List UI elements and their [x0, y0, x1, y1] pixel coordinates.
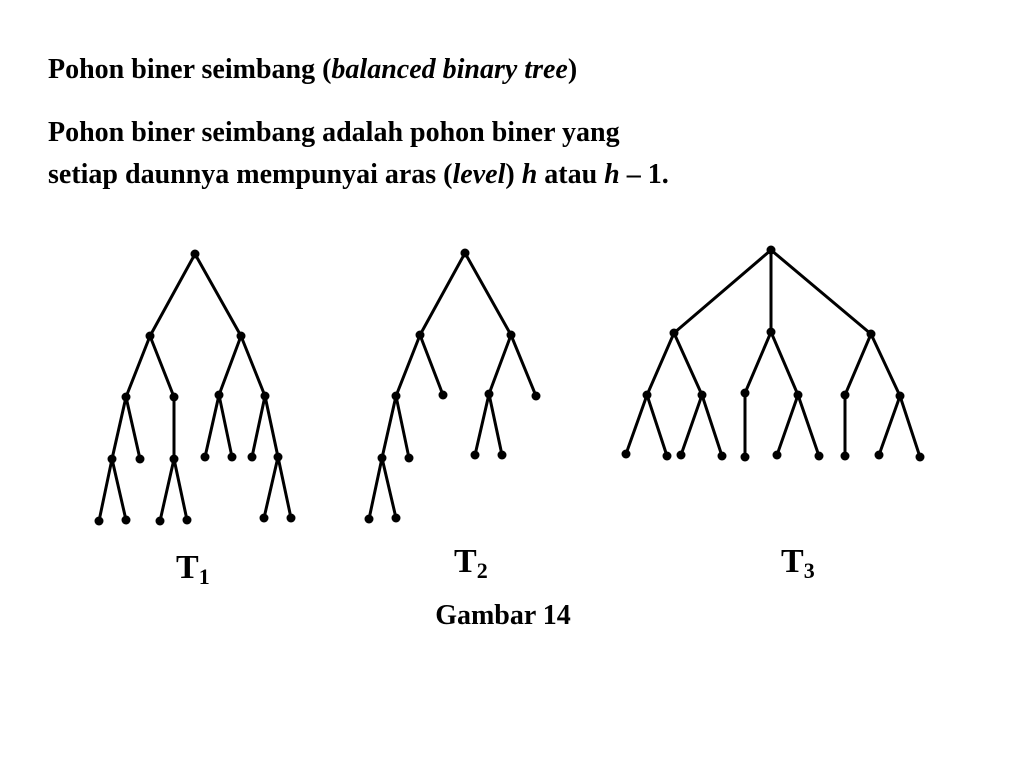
tree-t3-edge-10: [647, 395, 667, 456]
definition-var-h-minus: h: [604, 159, 620, 190]
tree-t2-edge-5: [511, 335, 536, 396]
tree-t1-edge-16: [174, 459, 187, 520]
tree-t3-edge-4: [674, 333, 702, 395]
tree-t2-node-1: [416, 331, 425, 340]
tree-t1-edge-13: [99, 459, 112, 521]
tree-t3-node-11: [663, 452, 672, 461]
tree-t2-node-8: [405, 454, 414, 463]
tree-t1-node-1: [146, 332, 155, 341]
tree-t3-edge-0: [674, 250, 771, 333]
tree-t3-edge-9: [626, 395, 647, 454]
tree-t1-node-12: [248, 453, 257, 462]
tree-t1-edge-17: [264, 457, 278, 518]
tree-t2-node-6: [532, 392, 541, 401]
tree-t3-node-15: [773, 451, 782, 460]
tree-t2-node-5: [485, 390, 494, 399]
tree-t3-edge-6: [771, 332, 798, 395]
definition-var-h: h: [521, 159, 538, 190]
definition-line-2-part-d: – 1.: [619, 159, 669, 190]
tree-t1-edge-5: [241, 336, 265, 396]
tree-t1-edge-7: [126, 397, 140, 459]
tree-t1-node-0: [191, 250, 200, 259]
tree-t2-edge-9: [489, 394, 502, 455]
tree-t1-node-9: [170, 455, 179, 464]
tree-t2-node-12: [392, 514, 401, 523]
tree-t2-node-4: [439, 391, 448, 400]
tree-t1-edge-1: [195, 254, 241, 336]
tree-t3-edge-12: [702, 395, 722, 456]
tree-t1-node-17: [183, 516, 192, 525]
tree-label-t1: [176, 548, 210, 588]
tree-t1-node-3: [122, 393, 131, 402]
tree-t1-edge-14: [112, 459, 126, 520]
tree-t1-node-6: [261, 392, 270, 401]
tree-t2-edge-10: [369, 458, 382, 519]
tree-t2-node-10: [498, 451, 507, 460]
tree-t1-edge-11: [252, 396, 265, 457]
tree-t3-node-8: [841, 391, 850, 400]
tree-label-t1-index: 1: [198, 564, 210, 589]
tree-t1-edge-12: [265, 396, 278, 457]
tree-t3-node-14: [741, 453, 750, 462]
definition-line-2-part-c: atau: [537, 159, 605, 190]
definition-term-level: level: [452, 159, 506, 190]
tree-t3-node-19: [916, 453, 925, 462]
definition-line-2-part-b: ): [505, 159, 522, 190]
tree-t3-edge-3: [647, 333, 674, 395]
tree-t2-edge-8: [475, 394, 489, 455]
tree-t1-node-16: [156, 517, 165, 526]
tree-t1-node-2: [237, 332, 246, 341]
tree-t1-node-19: [287, 514, 296, 523]
tree-t1-edge-6: [112, 397, 126, 459]
tree-t1-edge-0: [150, 254, 195, 336]
tree-t1-edge-9: [205, 395, 219, 457]
tree-t2-edge-7: [396, 396, 409, 458]
tree-t1-edge-18: [278, 457, 291, 518]
tree-t3: [622, 246, 925, 462]
tree-t2-edge-3: [420, 335, 443, 395]
title-text: Pohon biner seimbang (: [48, 54, 332, 85]
tree-t1-node-8: [136, 455, 145, 464]
tree-label-t3-index: 3: [803, 558, 815, 583]
tree-label-t3: [781, 542, 815, 582]
tree-t2: [365, 249, 541, 524]
tree-t1-node-18: [260, 514, 269, 523]
tree-t3-node-18: [875, 451, 884, 460]
title-closing-paren: ): [567, 54, 578, 85]
tree-t3-edge-14: [777, 395, 798, 455]
tree-t1-node-14: [95, 517, 104, 526]
tree-t3-node-4: [643, 391, 652, 400]
tree-t3-node-9: [896, 392, 905, 401]
tree-label-t1-letter: T: [176, 549, 199, 586]
tree-t1-edge-4: [219, 336, 241, 395]
tree-label-t3-letter: T: [781, 543, 804, 580]
tree-t1-node-7: [108, 455, 117, 464]
tree-label-t2-index: 2: [476, 558, 488, 583]
tree-t2-edge-0: [420, 253, 465, 335]
tree-t1-node-10: [201, 453, 210, 462]
tree-t3-node-10: [622, 450, 631, 459]
tree-t3-node-3: [867, 330, 876, 339]
tree-t2-node-7: [378, 454, 387, 463]
tree-t2-node-3: [392, 392, 401, 401]
tree-t2-node-9: [471, 451, 480, 460]
tree-t2-node-0: [461, 249, 470, 258]
tree-t2-edge-4: [489, 335, 511, 394]
definition-line-1: Pohon biner seimbang adalah pohon biner yang: [48, 117, 620, 148]
tree-t1-edge-15: [160, 459, 174, 521]
tree-t2-edge-11: [382, 458, 396, 518]
tree-t3-edge-11: [681, 395, 702, 455]
definition-line-2-part-a: setiap daunnya mempunyai aras (: [48, 159, 453, 190]
tree-t3-edge-2: [771, 250, 871, 334]
tree-t1-edge-10: [219, 395, 232, 457]
tree-t1-node-5: [215, 391, 224, 400]
tree-t3-edge-7: [845, 334, 871, 395]
title-italic-term: balanced binary tree: [331, 54, 568, 85]
tree-t1-node-4: [170, 393, 179, 402]
tree-t2-edge-2: [396, 335, 420, 396]
tree-t2-edge-1: [465, 253, 511, 335]
tree-t3-node-0: [767, 246, 776, 255]
tree-t1-node-13: [274, 453, 283, 462]
tree-t1-edge-2: [126, 336, 150, 397]
tree-t3-node-2: [767, 328, 776, 337]
figure-caption: Gambar 14: [435, 600, 571, 631]
tree-t3-edge-8: [871, 334, 900, 396]
tree-t1: [95, 250, 296, 526]
tree-t3-node-1: [670, 329, 679, 338]
tree-t1-edge-3: [150, 336, 174, 397]
tree-t1-node-15: [122, 516, 131, 525]
tree-label-t2-letter: T: [454, 543, 477, 580]
tree-t3-node-12: [677, 451, 686, 460]
tree-t3-edge-5: [745, 332, 771, 393]
tree-t3-node-6: [741, 389, 750, 398]
tree-t3-edge-15: [798, 395, 819, 456]
tree-t3-edge-17: [879, 396, 900, 455]
tree-t3-node-5: [698, 391, 707, 400]
tree-t2-node-2: [507, 331, 516, 340]
tree-t3-node-17: [841, 452, 850, 461]
tree-t3-node-13: [718, 452, 727, 461]
tree-t3-edge-18: [900, 396, 920, 457]
tree-t1-node-11: [228, 453, 237, 462]
tree-t3-node-7: [794, 391, 803, 400]
tree-t3-node-16: [815, 452, 824, 461]
tree-label-t2: [454, 542, 488, 582]
tree-t2-node-11: [365, 515, 374, 524]
tree-t2-edge-6: [382, 396, 396, 458]
